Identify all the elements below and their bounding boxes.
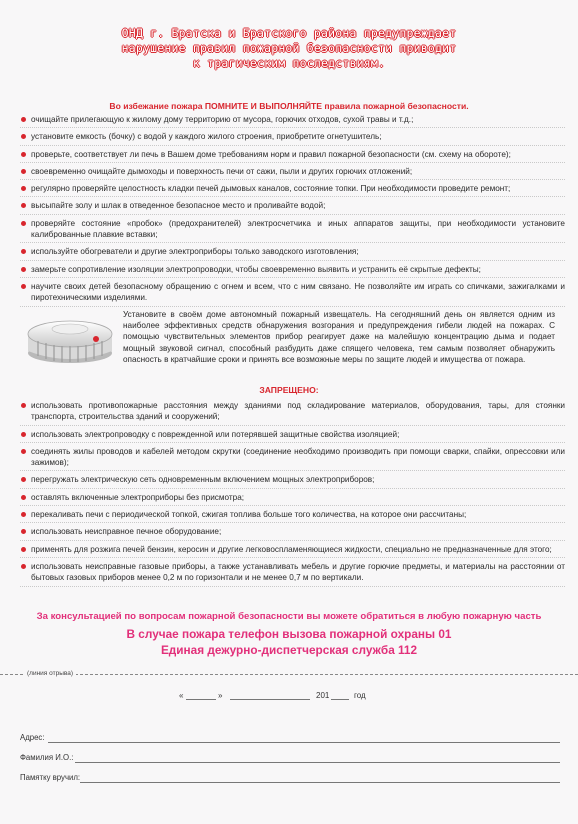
list-item: регулярно проверяйте целостность кладки печей дымовых каналов, состояние топки. При необходимости проведите ремонт; bbox=[20, 183, 565, 197]
dispatch-service: Единая дежурно-диспетчерская служба 112 bbox=[160, 643, 418, 657]
header-warning bbox=[60, 26, 518, 71]
fire-phone: В случае пожара телефон вызова пожарной охраны 01 bbox=[126, 627, 452, 641]
list-item: высыпайте золу и шлак в отведенное безопасное место и проливайте водой; bbox=[20, 200, 565, 214]
issued-by-field[interactable] bbox=[80, 782, 560, 783]
header-line: ОНД г. Братска и Братского района предупреждает bbox=[121, 26, 457, 40]
date-row bbox=[0, 691, 578, 703]
header-line: к трагическим последствиям. bbox=[192, 56, 386, 70]
name-field[interactable] bbox=[75, 762, 560, 763]
list-item: используйте обогреватели и другие электроприборы только заводского изготовления; bbox=[20, 246, 565, 260]
header-line: нарушение правил пожарной безопасности приводит bbox=[121, 41, 457, 55]
consultation-note: За консультацией по вопросам пожарной безопасности вы можете обратиться в любую пожарную часть bbox=[36, 611, 542, 622]
list-item: соединять жилы проводов и кабелей методом скрутки (соединение необходимо производить при помощи сварки, спайки, опрессовки или зажимов); bbox=[20, 446, 565, 472]
tear-off-line bbox=[0, 674, 578, 676]
prevention-list bbox=[20, 114, 565, 310]
year-suffix: год bbox=[354, 691, 366, 700]
forbidden-list bbox=[20, 400, 565, 590]
smoke-detector-image bbox=[24, 301, 116, 371]
list-item: замерьте сопротивление изоляции электропроводки, чтобы своевременно выявить и устранить её скрытые дефекты; bbox=[20, 264, 565, 278]
list-item: использовать неисправные газовые приборы, а также устанавливать мебель и другие горючие предметы, и материалы на расстоянии от бытовых газовых приборов менее 0,2 м по горизонтали и не менее 0,7 м по вертикали. bbox=[20, 561, 565, 587]
date-close-quote: » bbox=[218, 691, 223, 700]
year-prefix: 201 bbox=[316, 691, 330, 700]
name-label: Фамилия И.О.: bbox=[20, 753, 74, 762]
issued-by-row bbox=[20, 773, 560, 785]
list-item: использовать противопожарные расстояния между зданиями под складирование материалов, оборудования, тары, для стоянки транспорта, строительства зданий и сооружений; bbox=[20, 400, 565, 426]
list-item: очищайте прилегающую к жилому дому территорию от мусора, горючих отходов, сухой травы и т.д.; bbox=[20, 114, 565, 128]
tear-off-label: (линия отрыва) bbox=[24, 670, 76, 677]
name-row bbox=[20, 753, 560, 765]
list-item: своевременно очищайте дымоходы и поверхность печи от сажи, пыли и других горючих отложений; bbox=[20, 166, 565, 180]
list-item: перегружать электрическую сеть одновременным включением мощных электроприборов; bbox=[20, 474, 565, 488]
address-row bbox=[20, 733, 560, 745]
address-field[interactable] bbox=[48, 742, 560, 743]
address-label: Адрес: bbox=[20, 733, 45, 742]
date-year-field[interactable] bbox=[331, 699, 349, 700]
date-day-field[interactable] bbox=[186, 699, 216, 700]
issued-by-label: Памятку вручил: bbox=[20, 773, 81, 782]
prevention-title: Во избежание пожара ПОМНИТЕ И ВЫПОЛНЯЙТЕ правила пожарной безопасности. bbox=[109, 101, 469, 111]
list-item: оставлять включенные электроприборы без присмотра; bbox=[20, 492, 565, 506]
list-item: научите своих детей безопасному обращению с огнем и всем, что с ним связано. Не позволяйте им играть со спичками, зажигалками и пиротехническими изделиями. bbox=[20, 281, 565, 307]
list-item: проверяйте состояние «пробок» (предохранителей) электросчетчика и иных аппаратов защиты, при необходимости установите калиброванные плавкие вставки; bbox=[20, 218, 565, 244]
date-open-quote: « bbox=[179, 691, 184, 700]
list-item: использовать неисправное печное оборудование; bbox=[20, 526, 565, 540]
date-month-field[interactable] bbox=[230, 699, 310, 700]
list-item: установите емкость (бочку) с водой у каждого жилого строения, приобретите огнетушитель; bbox=[20, 131, 565, 145]
list-item: применять для розжига печей бензин, керосин и другие легковоспламеняющиеся жидкости, специально не предназначенные для этого; bbox=[20, 544, 565, 558]
list-item: использовать электропроводку с поврежденной или потерявшей защитные свойства изоляцией; bbox=[20, 429, 565, 443]
forbidden-title: ЗАПРЕЩЕНО: bbox=[259, 385, 319, 395]
list-item: перекаливать печи с периодической топкой, сжигая топлива больше того количества, на которое они рассчитаны; bbox=[20, 509, 565, 523]
list-item: проверьте, соответствует ли печь в Вашем доме требованиям норм и правил пожарной безопасности (см. схему на обороте); bbox=[20, 149, 565, 163]
detector-advice: Установите в своём доме автономный пожарный извещатель. На сегодняшний день он является одним из наиболее эффективных средств обнаружения возгорания и предупреждения гибели людей на пожарах. С помощью чувствительных элементов прибор реагирует даже на малейшую концентрацию дыма и подает мощный звуковой сигнал, способный разбудить даже спящего человека, тем самым позволяет обнаружить опасность в кратчайшие сроки и принять все возможные меры по защите людей и имущества от пожара. bbox=[123, 310, 555, 364]
